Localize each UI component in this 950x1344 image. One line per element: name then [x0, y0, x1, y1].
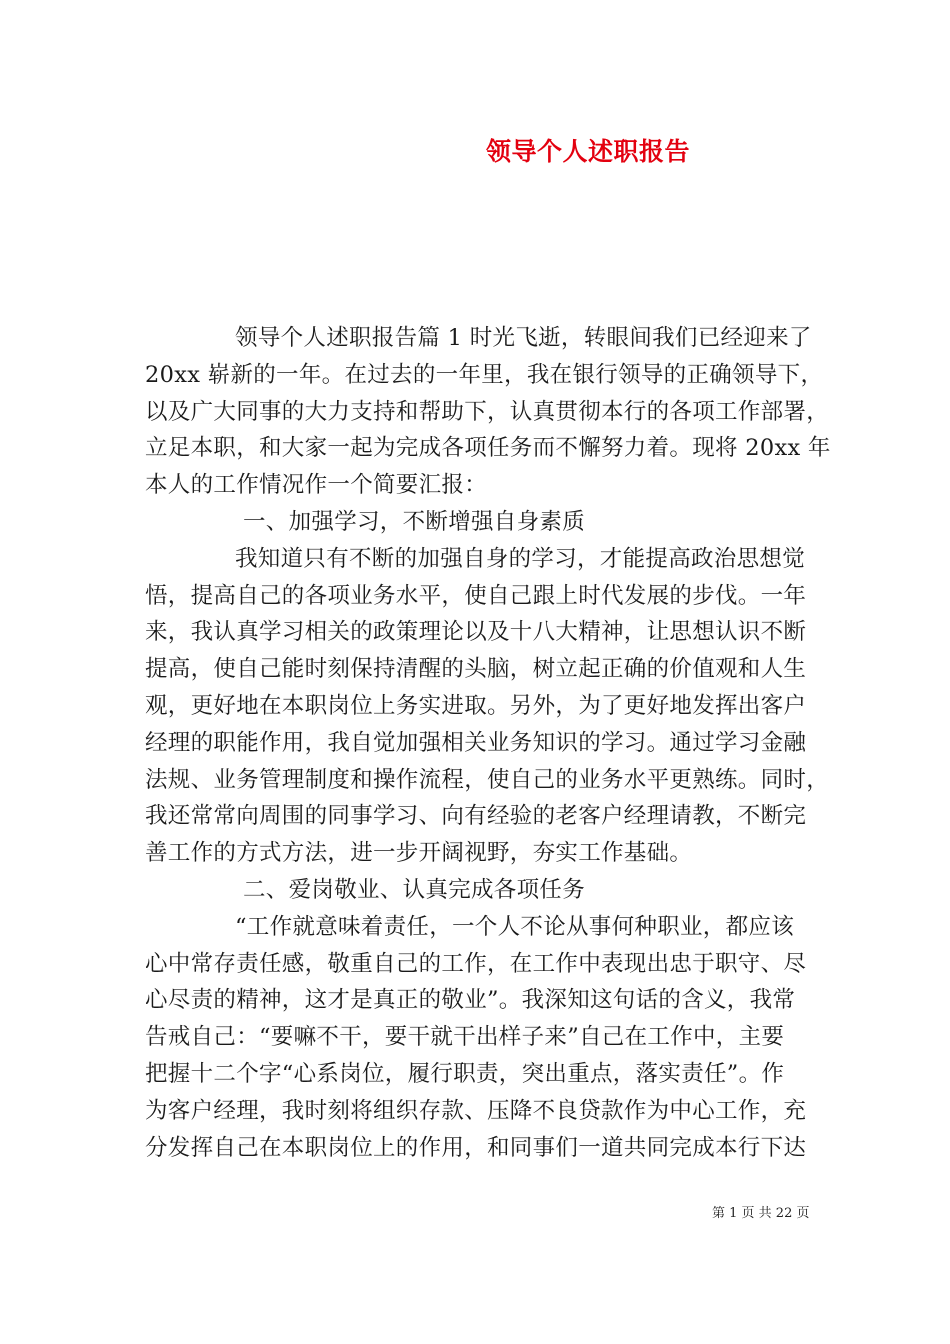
paragraph-line: 本人的工作情况作一个简要汇报： [145, 472, 488, 499]
paragraph-line: 以及广大同事的大力支持和帮助下，认真贯彻本行的各项工作部署， [145, 398, 830, 425]
paragraph-line: 我还常常向周围的同事学习、向有经验的老客户经理请教，不断完 [145, 803, 807, 830]
paragraph-line: 分发挥自己在本职岗位上的作用，和同事们一道共同完成本行下达 [145, 1134, 807, 1161]
paragraph-line: 经理的职能作用，我自觉加强相关业务知识的学习。通过学习金融 [145, 729, 807, 756]
paragraph-line: 我知道只有不断的加强自身的学习，才能提高政治思想觉 [235, 545, 806, 572]
paragraph-line: 心中常存责任感，敬重自己的工作，在工作中表现出忠于职守、尽 [145, 950, 807, 977]
document-body [145, 320, 831, 1166]
paragraph-line: 提高，使自己能时刻保持清醒的头脑，树立起正确的价值观和人生 [145, 656, 807, 683]
paragraph-line: 为客户经理，我时刻将组织存款、压降不良贷款作为中心工作，充 [145, 1097, 807, 1124]
paragraph-line: 告戒自己：“要嘛不干，要干就干出样子来”自己在工作中，主要 [145, 1024, 785, 1051]
paragraph-line: 心尽责的精神，这才是真正的敬业”。我深知这句话的含义，我常 [145, 987, 796, 1014]
paragraph-line: 来，我认真学习相关的政策理论以及十八大精神，让思想认识不断 [145, 619, 807, 646]
paragraph-line: “工作就意味着责任，一个人不论从事何种职业，都应该 [235, 913, 795, 940]
paragraph-line: 法规、业务管理制度和操作流程，使自己的业务水平更熟练。同时， [145, 766, 830, 793]
document-title: 领导个人述职报告 [486, 137, 691, 166]
paragraph-line: 20xx 崭新的一年。在过去的一年里，我在银行领导的正确领导下， [145, 361, 824, 388]
paragraph-line: 善工作的方式方法，进一步开阔视野，夯实工作基础。 [145, 840, 693, 867]
paragraph-line: 领导个人述职报告篇 1 时光飞逝，转眼间我们已经迎来了 [235, 325, 812, 351]
section-heading-2: 二、爱岗敬业、认真完成各项任务 [243, 876, 586, 903]
paragraph-line: 把握十二个字“心系岗位，履行职责，突出重点，落实责任”。作 [145, 1060, 785, 1087]
paragraph-line: 立足本职，和大家一起为完成各项任务而不懈努力着。现将 20xx 年 [145, 435, 831, 462]
page-number-footer: 第 1 页 共 22 页 [712, 1206, 810, 1221]
section-heading-1: 一、加强学习，不断增强自身素质 [243, 508, 586, 535]
paragraph-line: 悟，提高自己的各项业务水平，使自己跟上时代发展的步伐。一年 [145, 582, 807, 609]
paragraph-line: 观，更好地在本职岗位上务实进取。另外，为了更好地发挥出客户 [145, 692, 807, 719]
